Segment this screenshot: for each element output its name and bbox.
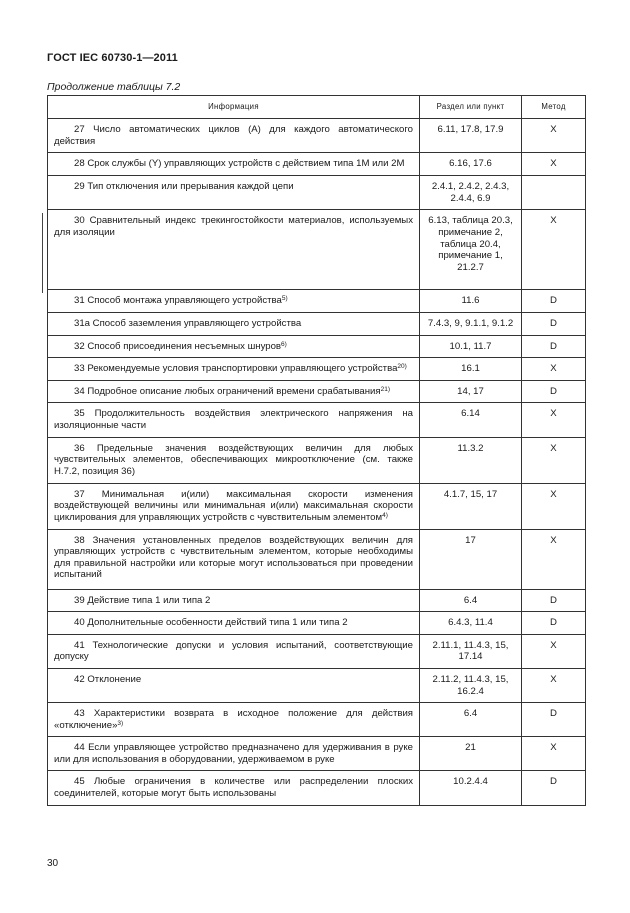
info-main-text: 38 Значения установленных пределов воздействующих величин для управляющих устройств с чувствительным элементом, которые необходимы для правильной настройки или которые могут использоваться при проведении испытаний (54, 534, 413, 581)
info-text (54, 295, 413, 307)
cell-section: 14, 17 (420, 380, 522, 403)
cell-info (48, 589, 420, 612)
table-caption: Продолжение таблицы 7.2 (47, 81, 181, 93)
info-main-text: 42 Отклонение (74, 673, 142, 685)
cell-section: 7.4.3, 9, 9.1.1, 9.1.2 (420, 312, 522, 335)
cell-section: 6.11, 17.8, 17.9 (420, 119, 522, 153)
cell-section: 2.11.1, 11.4.3, 15, 17.14 (420, 634, 522, 668)
cell-section: 11.6 (420, 290, 522, 313)
cell-info (48, 358, 420, 381)
cell-method: X (522, 529, 586, 589)
document-header: ГОСТ IEC 60730-1—2011 (47, 52, 178, 64)
info-main-text: 40 Дополнительные особенности действий типа 1 или типа 2 (74, 617, 348, 629)
cell-info (48, 312, 420, 335)
info-main-text: 32 Способ присоединения несъемных шнуров (74, 340, 282, 352)
info-text (54, 742, 413, 765)
table-row (48, 312, 586, 335)
cell-method: X (522, 210, 586, 290)
cell-info (48, 153, 420, 176)
cell-info (48, 703, 420, 737)
cell-section: 21 (420, 737, 522, 771)
table-row (48, 668, 586, 702)
footnote-ref: 21) (380, 385, 391, 393)
table-row (48, 703, 586, 737)
cell-info (48, 634, 420, 668)
cell-method (522, 176, 586, 210)
cell-section: 10.2.4.4 (420, 771, 522, 805)
cell-section: 11.3.2 (420, 437, 522, 483)
info-main-text: 39 Действие типа 1 или типа 2 (74, 594, 211, 606)
table-row (48, 437, 586, 483)
data-table (47, 95, 586, 806)
footnote-ref: 6) (281, 340, 287, 348)
cell-info (48, 668, 420, 702)
info-text (54, 341, 413, 353)
cell-section: 4.1.7, 15, 17 (420, 483, 522, 529)
cell-method: X (522, 668, 586, 702)
table-row (48, 210, 586, 290)
info-text (54, 443, 413, 478)
cell-info (48, 403, 420, 437)
cell-info (48, 737, 420, 771)
cell-section: 6.4.3, 11.4 (420, 612, 522, 635)
info-main-text: 29 Тип отключения или прерывания каждой цепи (74, 181, 294, 193)
cell-info (48, 176, 420, 210)
revision-margin-line (42, 213, 43, 293)
cell-section: 6.14 (420, 403, 522, 437)
table-header-row (48, 96, 586, 119)
column-header-section: Раздел или пункт (420, 96, 522, 119)
cell-method: D (522, 290, 586, 313)
info-main-text: 27 Число автоматических циклов (А) для каждого автоматического действия (54, 124, 413, 147)
cell-info (48, 529, 420, 589)
info-main-text: 36 Предельные значения воздействующих величин для любых чувствительных элементов, обеспечивающих микроотключение (см. также Н.7.2, позиция 36) (54, 442, 413, 477)
info-text (54, 181, 413, 193)
info-main-text: 31а Способ заземления управляющего устройства (74, 317, 302, 329)
cell-method: D (522, 703, 586, 737)
info-main-text: 44 Если управляющее устройство предназначено для удерживания в руке или для использования в оборудовании, удерживаемом в руке (54, 742, 413, 765)
footnote-ref: 20) (397, 363, 407, 371)
info-main-text: 33 Рекомендуемые условия транспортировки управляющего устройства (74, 363, 398, 375)
info-main-text: 35 Продолжительность воздействия электрического напряжения на изоляционные части (54, 408, 413, 431)
cell-info (48, 210, 420, 290)
info-main-text: 37 Минимальная и(или) максимальная скорости изменения воздействующей величины или минимальная и(или) максимальная скорости циклирования для управляющих устройств с чувствительным элементом (54, 488, 413, 523)
info-text (54, 708, 413, 731)
cell-method: X (522, 437, 586, 483)
cell-section: 17 (420, 529, 522, 589)
info-main-text: 34 Подробное описание любых ограничений времени срабатывания (74, 385, 381, 397)
table-row (48, 589, 586, 612)
cell-section: 6.13, таблица 20.3, примечание 2, таблица 20.4, примечание 1, 21.2.7 (420, 210, 522, 290)
info-main-text: 45 Любые ограничения в количестве или распределении плоских соединителей, которые могут быть использованы (54, 776, 413, 800)
column-header-method: Метод (522, 96, 586, 119)
column-header-info: Информация (48, 96, 420, 119)
info-text (54, 535, 413, 581)
info-text (54, 595, 413, 607)
cell-section: 6.4 (420, 589, 522, 612)
page-number: 30 (47, 858, 59, 869)
info-main-text: 43 Характеристики возврата в исходное положение для действия «отключение» (54, 708, 413, 731)
cell-section: 16.1 (420, 358, 522, 381)
cell-section: 2.4.1, 2.4.2, 2.4.3, 2.4.4, 6.9 (420, 176, 522, 210)
info-main-text: 31 Способ монтажа управляющего устройства (74, 295, 282, 307)
cell-info (48, 119, 420, 153)
cell-method: X (522, 403, 586, 437)
cell-method: X (522, 358, 586, 381)
info-main-text: 41 Технологические допуски и условия испытаний, соответствующие допуску (54, 639, 413, 663)
info-text (54, 674, 413, 686)
cell-method: D (522, 771, 586, 805)
info-text (54, 776, 413, 799)
info-text (54, 408, 413, 431)
table-row (48, 119, 586, 153)
footnote-ref: 4) (382, 511, 388, 519)
info-main-text: 30 Сравнительный индекс трекингостойкости материалов, используемых для изоляции (54, 215, 413, 238)
info-main-text: 28 Срок службы (Y) управляющих устройств с действием типа 1M или 2M (74, 158, 405, 170)
cell-method: D (522, 335, 586, 358)
table-row (48, 529, 586, 589)
table-row (48, 153, 586, 176)
info-text (54, 386, 413, 398)
table-row (48, 737, 586, 771)
info-text (54, 489, 413, 524)
info-text (54, 363, 413, 375)
table-row (48, 380, 586, 403)
cell-method: X (522, 634, 586, 668)
table-row (48, 358, 586, 381)
info-text (54, 640, 413, 663)
cell-method: X (522, 119, 586, 153)
cell-info (48, 380, 420, 403)
table-row (48, 176, 586, 210)
cell-method: D (522, 589, 586, 612)
cell-info (48, 483, 420, 529)
info-text (54, 158, 413, 170)
info-text (54, 318, 413, 330)
table-row (48, 771, 586, 805)
cell-info (48, 290, 420, 313)
cell-section: 6.4 (420, 703, 522, 737)
table-row (48, 483, 586, 529)
cell-section: 10.1, 11.7 (420, 335, 522, 358)
cell-method: X (522, 483, 586, 529)
cell-section: 6.16, 17.6 (420, 153, 522, 176)
cell-method: D (522, 380, 586, 403)
cell-info (48, 771, 420, 805)
info-text (54, 124, 413, 147)
table-row (48, 403, 586, 437)
cell-method: D (522, 612, 586, 635)
cell-info (48, 335, 420, 358)
table-row (48, 634, 586, 668)
footnote-ref: 3) (117, 719, 124, 727)
cell-info (48, 612, 420, 635)
footnote-ref: 5) (281, 295, 288, 303)
cell-section: 2.11.2, 11.4.3, 15, 16.2.4 (420, 668, 522, 702)
cell-method: X (522, 153, 586, 176)
cell-method: D (522, 312, 586, 335)
table-row (48, 290, 586, 313)
info-text (54, 617, 413, 629)
cell-info (48, 437, 420, 483)
table-row (48, 335, 586, 358)
info-text (54, 215, 413, 238)
table-row (48, 612, 586, 635)
cell-method: X (522, 737, 586, 771)
